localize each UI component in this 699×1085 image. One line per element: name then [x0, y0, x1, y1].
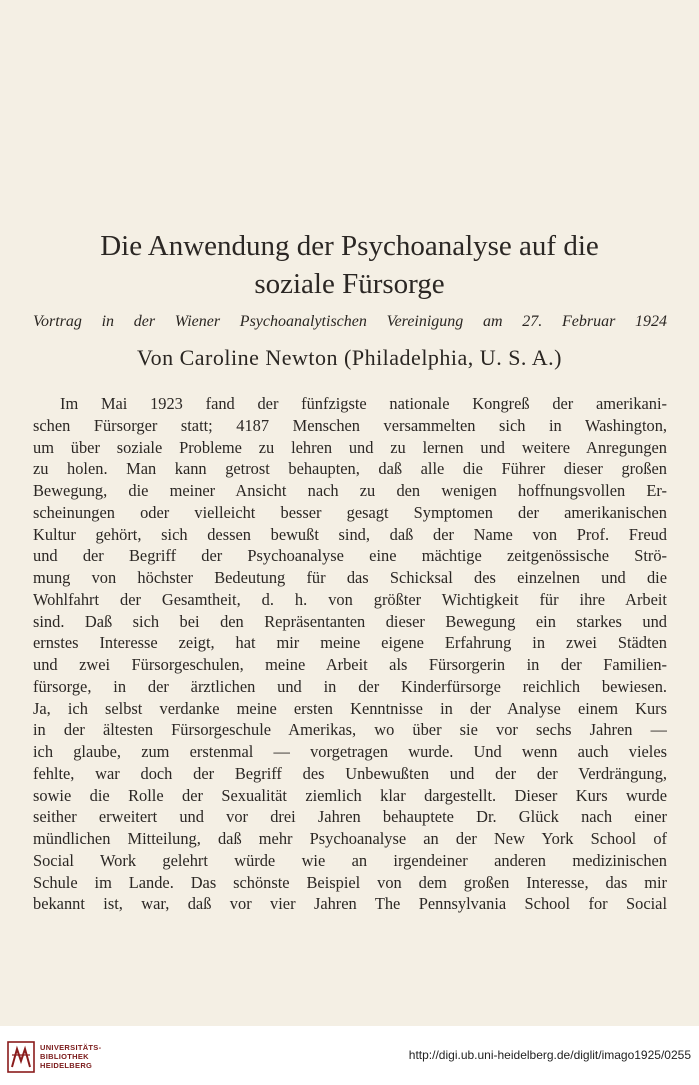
body-line: ernstes Interesse zeigt, hat mir meine eigene Erfahrung in zwei Städten: [33, 633, 667, 653]
body-line: schen Fürsorger statt; 4187 Menschen versammelten sich in Washington,: [33, 415, 667, 435]
article-author: Von Caroline Newton (Philadelphia, U. S. A.): [137, 345, 562, 370]
body-line: mung von höchster Bedeutung für das Schicksal des einzelnen und die: [33, 568, 667, 587]
logo-line: BIBLIOTHEK: [40, 1052, 89, 1061]
body-line: seither erweitert und vor drei Jahren behauptete Dr. Glück nach einer: [33, 807, 667, 827]
body-line: scheinungen oder vielleicht besser gesagt Symptomen der amerikanischen: [33, 502, 667, 522]
viewer-footer: [0, 1026, 699, 1085]
library-logo-text[interactable]: [40, 1043, 101, 1070]
body-line: fehlte, war doch der Begriff des Unbewußten und der der Verdrängung,: [33, 763, 667, 783]
article-title-line-1: Die Anwendung der Psychoanalyse auf die: [100, 230, 599, 262]
logo-line: HEIDELBERG: [40, 1061, 93, 1070]
university-seal-icon: [7, 1041, 35, 1073]
body-line: zu holen. Man kann getrost behaupten, daß alle die Führer dieser großen: [33, 459, 667, 479]
article-subtitle: Vortrag in der Wiener Psychoanalytischen Vereinigung am 27. Februar 1924: [33, 313, 667, 330]
body-line: Schule im Lande. Das schönste Beispiel von dem großen Interesse, das mir: [33, 872, 667, 892]
body-line: Bewegung, die meiner Ansicht nach zu den wenigen hoffnungsvollen Er-: [33, 481, 667, 500]
body-line: bekannt ist, war, daß vor vier Jahren The Pennsylvania School for Social: [33, 894, 667, 914]
body-line: Ja, ich selbst verdanke meine ersten Kenntnisse in der Analyse einem Kurs: [33, 698, 667, 718]
article-body: [33, 393, 667, 915]
body-line: und zwei Fürsorgeschulen, meine Arbeit als Fürsorgerin in der Familien-: [33, 655, 667, 674]
body-line: in der ältesten Fürsorgeschule Amerikas, wo über sie vor sechs Jahren —: [33, 720, 667, 740]
body-line: Kultur gehört, sich dessen bewußt sind, daß der Name von Prof. Freud: [33, 524, 667, 544]
body-line: fürsorge, in der ärztlichen und in der Kinderfürsorge reichlich bewiesen.: [33, 676, 667, 696]
article-title-line-2: soziale Fürsorge: [254, 268, 445, 300]
body-line: Wohlfahrt der Gesamtheit, d. h. von größter Wichtigkeit für ihre Arbeit: [33, 589, 667, 609]
permalink-url[interactable]: http://digi.ub.uni-heidelberg.de/diglit/imago1925/0255: [408, 1048, 691, 1062]
body-line: Im Mai 1923 fand der fünfzigste nationale Kongreß der amerikani-: [60, 394, 667, 413]
body-line: und der Begriff der Psychoanalyse eine mächtige zeitgenössische Strö-: [33, 546, 667, 566]
body-line: sowie die Rolle der Sexualität ziemlich klar dargestellt. Dieser Kurs wurde: [33, 785, 667, 805]
body-line: sind. Daß sich bei den Repräsentanten dieser Bewegung ein starkes und: [33, 611, 667, 631]
body-line: um über soziale Probleme zu lehren und zu lernen und weitere Anregungen: [33, 437, 667, 457]
body-line: ich glaube, zum erstenmal — vorgetragen wurde. Und wenn auch vieles: [33, 742, 667, 761]
body-line: mündlichen Mitteilung, daß mehr Psychoanalyse an der New York School of: [33, 829, 667, 848]
logo-line: UNIVERSITÄTS-: [40, 1043, 102, 1052]
body-line: Social Work gelehrt würde wie an irgendeiner anderen medizinischen: [33, 850, 667, 870]
